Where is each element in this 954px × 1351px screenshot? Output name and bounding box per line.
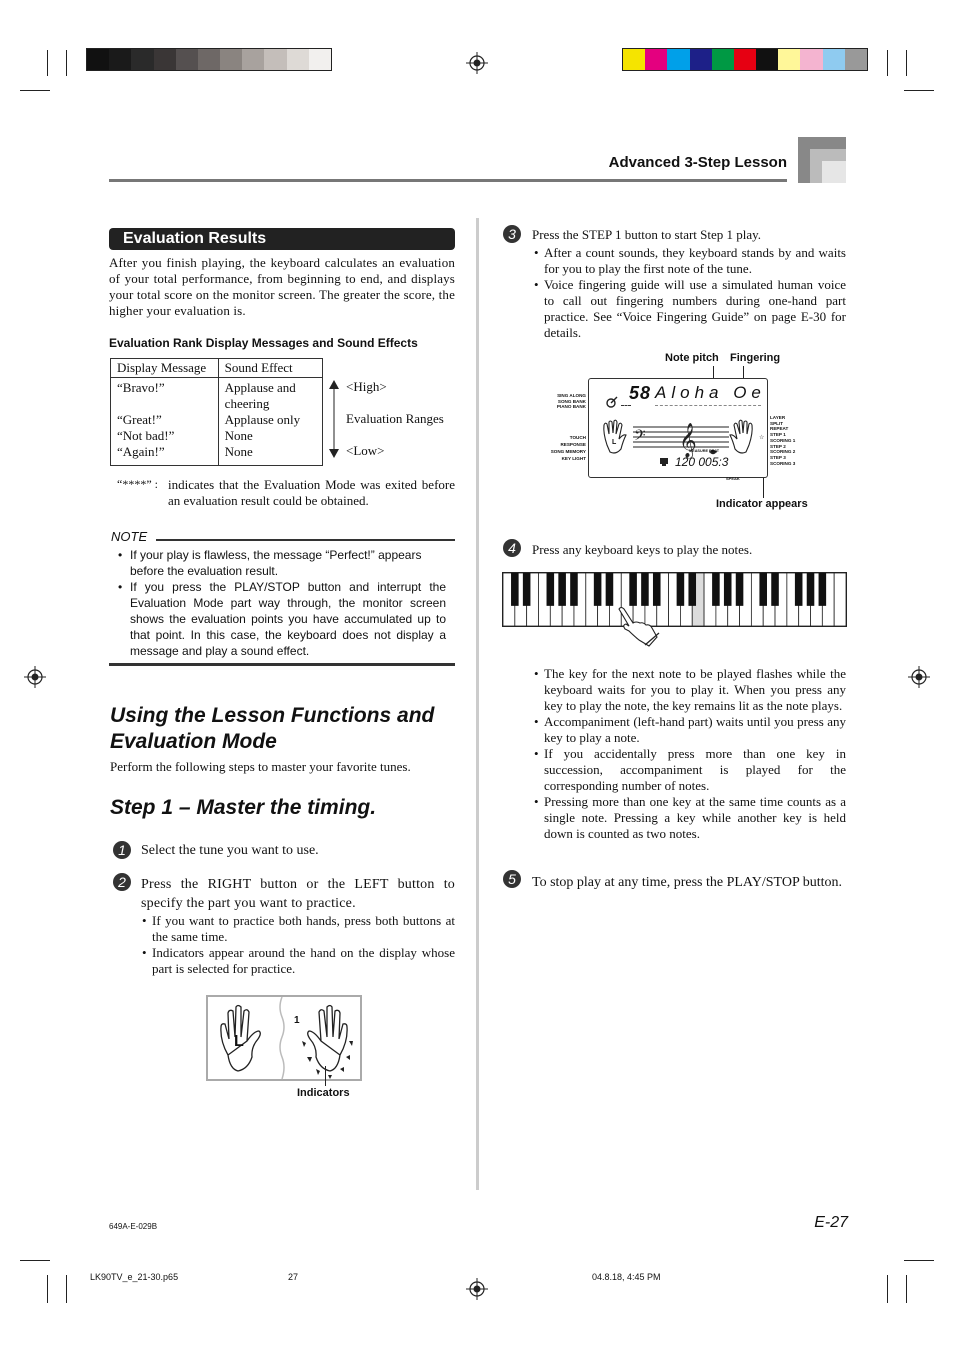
crop-mark: [904, 90, 934, 91]
color-swatch: [712, 49, 734, 70]
list-item: • Voice fingering guide will use a simulated human voice to call out fingering numbers during one-hand part practice. See “Voice Fingering Guide” on page E-30 for details.: [534, 277, 846, 341]
using-intro: Perform the following steps to master your favorite tunes.: [110, 759, 411, 774]
heading-line-1: Using the Lesson Functions and: [110, 704, 435, 727]
step-3-text: Press the STEP 1 button to start Step 1 play.: [532, 227, 762, 242]
list-item: • If your play is flawless, the message “Perfect!” appears before the evaluation result.: [118, 547, 446, 579]
black-key: [736, 573, 744, 606]
color-swatch: [264, 49, 286, 70]
pointing-hand-icon: [615, 605, 661, 647]
lcd-right-labels: [770, 415, 795, 466]
table-message-cell: [111, 378, 219, 466]
lcd-label: SPLIT: [770, 420, 784, 426]
file-name: LK90TV_e_21-30.p65: [90, 1272, 179, 1282]
table-row: “Again!”: [117, 444, 165, 459]
indicators-caption: Indicators: [297, 1087, 350, 1099]
step-2-text: Press the RIGHT button or the LEFT button to specify the part you want to practice.: [141, 877, 455, 911]
lcd-song-name: Aloha Oe: [655, 383, 766, 402]
step4-bullets: [534, 666, 846, 842]
section-title: Advanced 3-Step Lesson: [608, 154, 787, 171]
black-key: [795, 573, 803, 606]
table-header-message: Display Message: [111, 359, 219, 378]
lcd-label: TOUCH RESPONSE: [560, 435, 586, 447]
crop-mark: [66, 1275, 67, 1303]
lcd-staff-icon: [601, 419, 765, 459]
svg-text:☆: ☆: [759, 434, 765, 441]
lcd-tempo-measure: 120 005:3: [675, 455, 729, 469]
black-key: [629, 573, 637, 606]
black-key: [724, 573, 732, 606]
registration-mark-icon: [24, 666, 46, 688]
lcd-label: SCORING 1: [770, 437, 796, 443]
color-swatch: [154, 49, 176, 70]
step1-heading: Step 1 – Master the timing.: [110, 796, 377, 819]
lcd-measure-beat: MEASURE BEAT: [689, 449, 720, 453]
black-key: [594, 573, 602, 606]
doc-code: 649A-E-029B: [109, 1222, 158, 1231]
sheet-number: 27: [288, 1272, 299, 1282]
page-number: E-27: [814, 1214, 848, 1231]
evaluation-table: [110, 358, 323, 466]
lcd-number: 58: [629, 383, 652, 403]
tempo-icon: [659, 457, 671, 467]
keyboard-illustration: [502, 572, 847, 627]
using-lesson-heading: [110, 703, 460, 755]
table-row: Applause only: [224, 412, 301, 427]
list-item: • Indicators appear around the hand on the display whose part is selected for practice.: [142, 945, 455, 977]
step3-bullets: [534, 245, 846, 341]
lcd-label: SCORING 3: [770, 460, 796, 466]
color-swatch: [131, 49, 153, 70]
table-title: Evaluation Rank Display Messages and Sound Effects: [109, 336, 418, 350]
color-swatch: [623, 49, 645, 70]
note-pitch-label: Note pitch: [665, 352, 719, 364]
white-key: [834, 573, 846, 626]
color-swatch: [87, 49, 109, 70]
step-number-3: 3: [503, 225, 521, 243]
crop-mark: [20, 90, 50, 91]
crop-mark: [906, 50, 907, 76]
asterisk-explanation: indicates that the Evaluation Mode was exited before an evaluation result could be obtained.: [168, 477, 455, 508]
black-key: [606, 573, 614, 606]
black-key: [523, 573, 531, 606]
finger-number: 1: [294, 1015, 300, 1026]
step-1-text: Select the tune you want to use.: [141, 843, 319, 858]
eval-intro-paragraph: After you finish playing, the keyboard calculates an evaluation of your total performance, from beginning to end, and displays your total score on the monitor screen. The greater the score, the higher your evaluation is.: [109, 255, 455, 318]
lcd-label: REPEAT: [770, 426, 789, 432]
column-divider: [476, 218, 479, 1190]
crop-mark: [887, 50, 888, 76]
color-swatch: [690, 49, 712, 70]
range-arrow-icon: [328, 380, 340, 458]
lcd-label: PIANO BANK: [556, 404, 586, 410]
crop-mark: [47, 50, 48, 76]
list-item: • If you want to practice both hands, press both buttons at the same time.: [142, 913, 455, 945]
lcd-label: STEP 2: [770, 443, 786, 449]
registration-mark-icon: [466, 1278, 488, 1300]
color-swatch: [176, 49, 198, 70]
color-swatch: [109, 49, 131, 70]
black-key: [819, 573, 827, 606]
list-item: • After a count sounds, they keyboard stands by and waits for you to play the first note of the tune.: [534, 245, 846, 277]
table-row: None: [224, 444, 253, 459]
lcd-label: LAYER: [770, 415, 786, 420]
lcd-label: STEP 1: [770, 432, 786, 438]
table-row: “Great!”: [117, 412, 162, 427]
table-row: “Not bad!”: [117, 428, 175, 443]
color-swatch: [198, 49, 220, 70]
black-key: [511, 573, 519, 606]
black-key: [570, 573, 578, 606]
step-number-2: 2: [113, 873, 131, 891]
hands-illustration-icon: [208, 997, 360, 1079]
table-row: “Bravo!”: [117, 380, 165, 395]
color-swatch: [756, 49, 778, 70]
table-row: Applause and cheering: [224, 380, 296, 411]
lcd-left-labels-1: [552, 393, 586, 410]
crop-mark: [47, 1275, 48, 1303]
color-swatch: [778, 49, 800, 70]
list-item: • If you press the PLAY/STOP button and interrupt the Evaluation Mode part way through, the monitor screen shows the evaluation points you have accumulated up to that point. In this case, the keyboard does not display a message and play a sound effect.: [118, 579, 446, 659]
table-sound-cell: [218, 378, 322, 466]
list-item: • Accompaniment (left-hand part) waits until you press any key to play a note.: [534, 714, 846, 746]
registration-mark-icon: [908, 666, 930, 688]
range-low-label: <Low>: [346, 443, 385, 458]
range-label: Evaluation Ranges: [346, 411, 444, 426]
note-label: NOTE: [111, 529, 148, 544]
list-item: • Pressing more than one key at the same time counts as a single note. Pressing a key while another key is held down is counted as two notes.: [534, 794, 846, 842]
fingering-label: Fingering: [730, 352, 781, 364]
black-key: [547, 573, 555, 606]
color-bar: [622, 48, 868, 71]
indicator-leader-line: [325, 1066, 326, 1086]
grayscale-bar: [86, 48, 332, 71]
note-end-rule: [109, 663, 455, 666]
note-rule: [156, 539, 455, 541]
table-row: None: [224, 428, 253, 443]
lcd-label: SONG BANK: [557, 398, 586, 404]
color-swatch: [309, 49, 331, 70]
date-stamp: 04.8.18, 4:45 PM: [592, 1272, 661, 1282]
color-swatch: [823, 49, 845, 70]
color-swatch: [220, 49, 242, 70]
black-key: [558, 573, 566, 606]
black-key: [653, 573, 661, 606]
list-item: • The key for the next note to be played flashes while the keyboard waits for you to play it. When you press any key to play the note, the key remains lit as the note plays.: [534, 666, 846, 714]
crop-mark: [906, 1275, 907, 1303]
lcd-label: KEY LIGHT: [561, 456, 586, 461]
crop-mark: [20, 1260, 50, 1261]
table-header-sound: Sound Effect: [218, 359, 322, 378]
step-4-text: Press any keyboard keys to play the notes.: [532, 542, 753, 557]
crop-mark: [904, 1260, 934, 1261]
range-high-label: <High>: [346, 379, 387, 394]
color-swatch: [287, 49, 309, 70]
color-swatch: [845, 49, 867, 70]
lcd-screen: [588, 378, 768, 478]
crop-mark: [66, 50, 67, 76]
step-5-text: To stop play at any time, press the PLAY/STOP button.: [532, 875, 842, 890]
color-swatch: [242, 49, 264, 70]
indicator-appears-label: Indicator appears: [716, 498, 808, 510]
color-swatch: [734, 49, 756, 70]
lcd-left-labels-2: [544, 434, 586, 462]
svg-text:𝄞: 𝄞: [679, 423, 697, 458]
lcd-label: SCORING 2: [770, 449, 796, 455]
color-swatch: [667, 49, 689, 70]
black-key: [677, 573, 685, 606]
color-swatch: [800, 49, 822, 70]
lcd-label: SING ALONG: [557, 393, 586, 398]
color-swatch: [645, 49, 667, 70]
svg-text:𝄢: 𝄢: [634, 427, 646, 448]
evaluation-results-heading: Evaluation Results: [109, 228, 455, 250]
lcd-speak: SPEAK: [726, 476, 740, 481]
chapter-tab: [798, 137, 846, 183]
lcd-hand-letter: L: [612, 439, 617, 446]
step-number-4: 4: [503, 539, 521, 557]
step-number-1: 1: [113, 841, 131, 859]
keyboard-keys-icon: [503, 573, 846, 626]
left-hand-letter: L: [234, 1033, 244, 1050]
black-key: [712, 573, 720, 606]
lcd-label: STEP 3: [770, 454, 786, 460]
black-key: [759, 573, 767, 606]
black-key: [807, 573, 815, 606]
hands-display: [206, 995, 362, 1081]
step-number-5: 5: [503, 870, 521, 888]
header-rule: [109, 179, 787, 182]
lcd-dash-line: [655, 405, 761, 407]
lcd-label: SONG MEMORY: [550, 449, 586, 454]
metronome-icon: [605, 396, 619, 408]
black-key: [641, 573, 649, 606]
black-key: [771, 573, 779, 606]
list-item: • If you accidentally press more than one key in succession, accompaniment is played for the corresponding number of notes.: [534, 746, 846, 794]
step2-bullets: [142, 913, 455, 977]
asterisk-key: “****” :: [117, 477, 158, 491]
registration-mark-icon: [466, 52, 488, 74]
crop-mark: [887, 1275, 888, 1303]
black-key: [688, 573, 696, 606]
heading-line-2: Evaluation Mode: [110, 730, 277, 753]
note-list: [118, 547, 446, 659]
